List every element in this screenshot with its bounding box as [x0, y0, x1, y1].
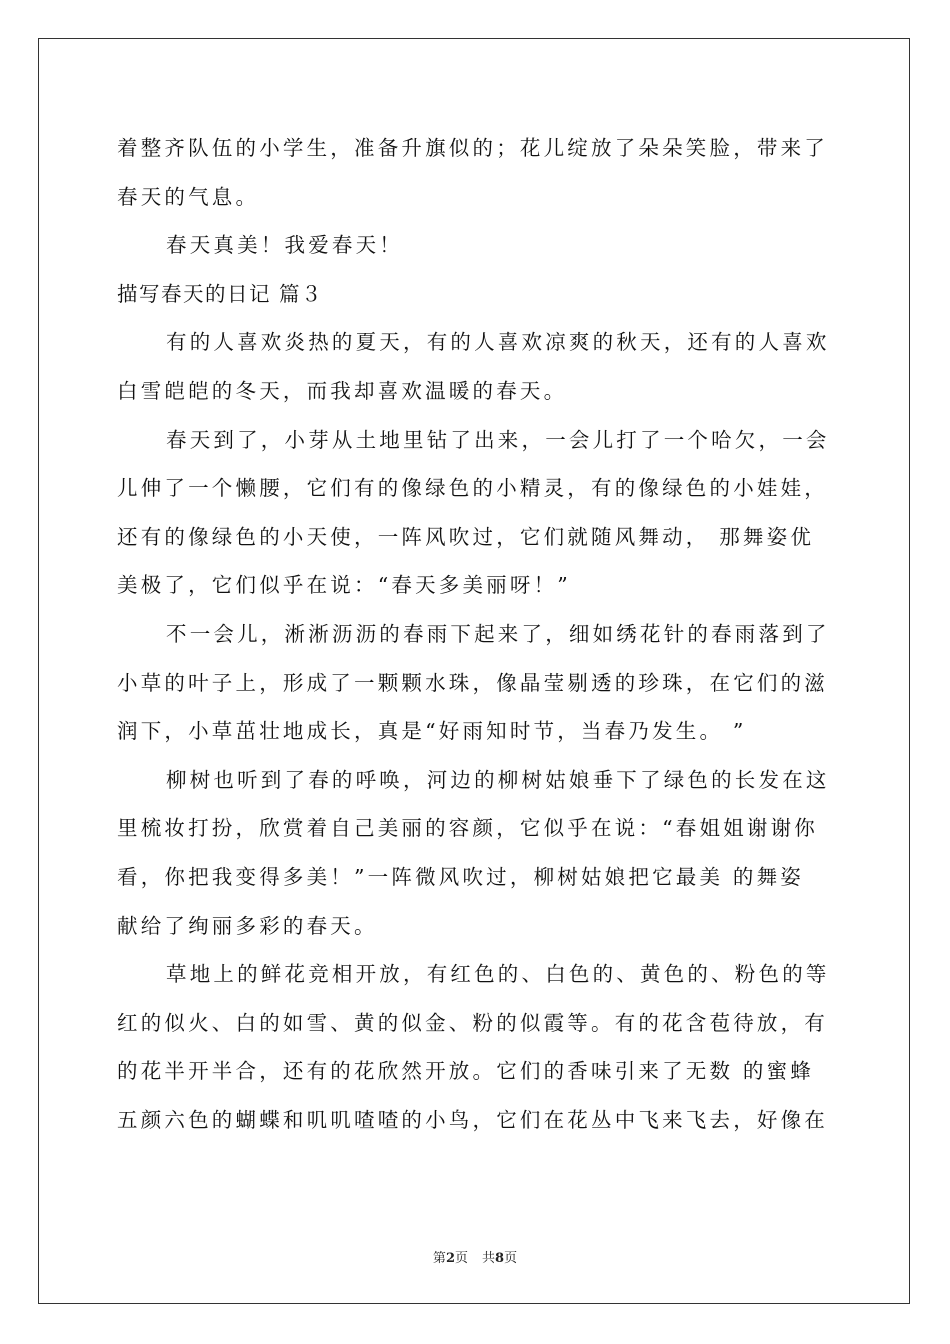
total-suffix: 页 [504, 1251, 518, 1266]
text-line: 的花半开半合，还有的花欣然开放。它们的香味引来了无数 的蜜蜂 [117, 1059, 815, 1084]
text-line: 红的似火、白的如雪、黄的似金、粉的似霞等。有的花含苞待放，有 [117, 1010, 828, 1035]
text-line: 美极了，它们似乎在说：“春天多美丽呀！” [117, 573, 571, 598]
text-line: 润下，小草茁壮地成长，真是“好雨知时节，当春乃发生。 ” [117, 719, 747, 744]
text-line: 看，你把我变得多美！”一阵微风吹过，柳树姑娘把它最美 的舞姿 [117, 864, 804, 889]
text-line: 春天的气息。 [117, 184, 260, 209]
text-line: 不一会儿，淅淅沥沥的春雨下起来了，细如绣花针的春雨落到了 [166, 621, 830, 646]
text-line: 柳树也听到了春的呼唤，河边的柳树姑娘垂下了绿色的长发在这 [166, 767, 830, 792]
page-suffix: 页 [454, 1251, 468, 1266]
text-line: 着整齐队伍的小学生，准备升旗似的；花儿绽放了朵朵笑脸，带来了 [117, 136, 828, 160]
document-body [117, 124, 837, 1144]
text-line: 献给了绚丽多彩的春天。 [117, 913, 378, 938]
text-line: 有的人喜欢炎热的夏天，有的人喜欢凉爽的秋天，还有的人喜欢 [166, 330, 830, 355]
section-heading: 描写春天的日记 篇３ [117, 281, 324, 306]
text-line: 白雪皑皑的冬天，而我却喜欢温暖的春天。 [117, 378, 568, 403]
text-line: 儿伸了一个懒腰，它们有的像绿色的小精灵，有的像绿色的小娃娃， [117, 476, 828, 501]
page-current: 2 [445, 1251, 455, 1266]
page-footer [0, 1247, 950, 1266]
page-total: 8 [495, 1251, 505, 1266]
total-prefix: 共 [482, 1251, 496, 1266]
text-line: 还有的像绿色的小天使，一阵风吹过，它们就随风舞动， 那舞姿优 [117, 524, 815, 549]
text-line: 草地上的鲜花竞相开放，有红色的、白色的、黄色的、粉色的等 [166, 962, 830, 987]
text-line: 五颜六色的蝴蝶和叽叽喳喳的小鸟，它们在花丛中飞来飞去，好像在 [117, 1107, 828, 1132]
text-line: 里梳妆打扮，欣赏着自己美丽的容颜，它似乎在说：“春姐姐谢谢你 [117, 816, 818, 841]
page-prefix: 第 [432, 1251, 446, 1266]
text-line: 小草的叶子上，形成了一颗颗水珠，像晶莹剔透的珍珠，在它们的滋 [117, 670, 828, 695]
text-line: 春天真美！我爱春天！ [166, 233, 403, 258]
text-line: 春天到了，小芽从土地里钻了出来，一会儿打了一个哈欠，一会 [166, 427, 830, 452]
